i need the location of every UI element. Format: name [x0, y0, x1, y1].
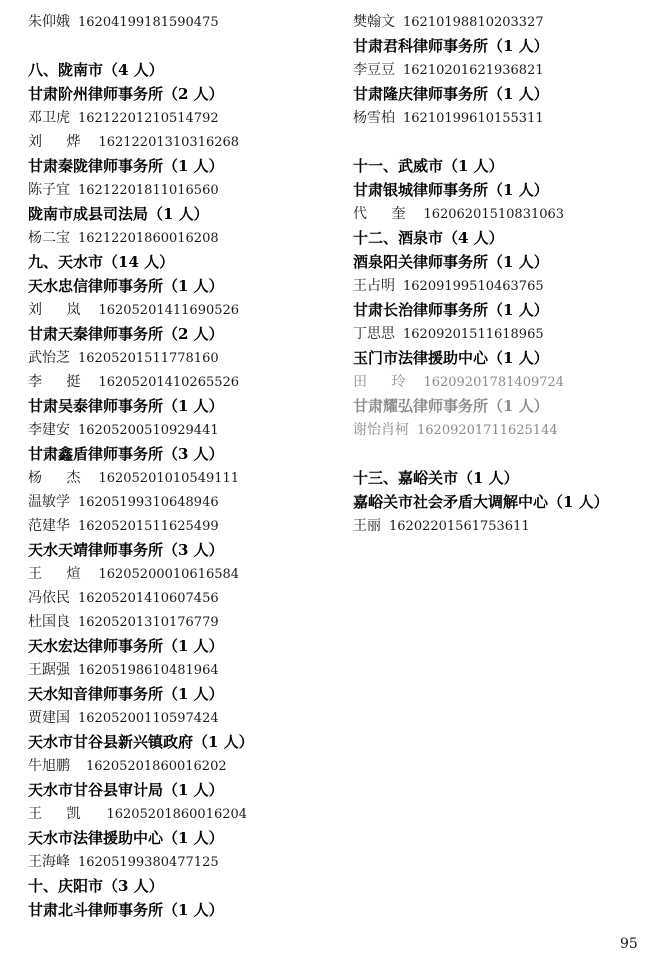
person-entry: [28, 466, 338, 490]
person-entry: [28, 130, 338, 154]
section-heading: 甘肃银城律师事务所（1 人）: [353, 181, 549, 199]
spacer: [28, 34, 338, 58]
license-number: 16205201410265526: [98, 375, 240, 390]
person-entry: [28, 610, 338, 634]
license-number: 16212201860016208: [78, 231, 219, 246]
person-entry: [28, 490, 338, 514]
license-number: 16205201860016202: [86, 759, 227, 774]
person-name: 王海峰: [28, 854, 70, 870]
section-heading: 甘肃君科律师事务所（1 人）: [353, 37, 549, 55]
license-number: 16209201511618965: [403, 327, 544, 342]
license-number: 16210199610155311: [403, 111, 544, 126]
section-heading: 甘肃耀弘律师事务所（1 人）: [353, 397, 549, 415]
person-name: 范建华: [28, 518, 70, 534]
section-heading: 十三、嘉峪关市（1 人）: [353, 469, 519, 487]
section-heading: 天水知音律师事务所（1 人）: [28, 685, 224, 703]
person-name: 武怡芝: [28, 350, 70, 366]
license-number: 16209201711625144: [417, 423, 558, 438]
license-number: 16205201310176779: [78, 615, 219, 630]
person-name: 李建安: [28, 422, 70, 438]
person-entry: [28, 298, 338, 322]
section-heading: 甘肃阶州律师事务所（2 人）: [28, 85, 224, 103]
license-number: 16205200010616584: [98, 567, 240, 582]
person-name: 王 煊: [28, 566, 91, 582]
person-entry: [353, 106, 658, 130]
page-number: 95: [620, 936, 638, 952]
section-heading: 天水宏达律师事务所（1 人）: [28, 637, 224, 655]
person-entry: [28, 562, 338, 586]
license-number: 16210198810203327: [403, 15, 544, 30]
person-name: 朱仰娥: [28, 14, 70, 30]
section-heading: 八、陇南市（4 人）: [28, 61, 164, 79]
license-number: 16210201621936821: [403, 63, 544, 78]
section-heading: 天水市甘谷县新兴镇政府（1 人）: [28, 733, 254, 751]
person-entry: [353, 418, 658, 442]
person-entry: [28, 658, 338, 682]
person-name: 刘 烨: [28, 134, 91, 150]
person-name: 王 凯: [28, 806, 91, 822]
person-name: 陈子宜: [28, 182, 70, 198]
license-number: 16212201310316268: [98, 135, 240, 150]
person-name: 贾建国: [28, 710, 70, 726]
person-name: 李 挺: [28, 374, 91, 390]
section-heading: 天水忠信律师事务所（1 人）: [28, 277, 224, 295]
person-name: 王占明: [353, 278, 395, 294]
person-name: 田 玲: [353, 374, 416, 390]
license-number: 16205199310648946: [78, 495, 219, 510]
license-number: 16204199181590475: [78, 15, 219, 30]
license-number: 16209201781409724: [423, 375, 565, 390]
section-heading: 甘肃隆庆律师事务所（1 人）: [353, 85, 549, 103]
person-name: 樊翰文: [353, 14, 395, 30]
person-entry: [353, 202, 658, 226]
person-entry: [28, 514, 338, 538]
section-heading: 十一、武威市（1 人）: [353, 157, 504, 175]
person-entry: [28, 706, 338, 730]
left-column: [28, 10, 338, 922]
section-heading: 天水天靖律师事务所（3 人）: [28, 541, 224, 559]
license-number: 16212201811016560: [78, 183, 219, 198]
section-heading: 甘肃天秦律师事务所（2 人）: [28, 325, 224, 343]
section-heading: 酒泉阳关律师事务所（1 人）: [353, 253, 549, 271]
person-entry: [28, 802, 338, 826]
person-entry: [353, 514, 658, 538]
license-number: 16205200110597424: [78, 711, 219, 726]
person-entry: [28, 106, 338, 130]
person-entry: [353, 274, 658, 298]
person-name: 李豆豆: [353, 62, 395, 78]
license-number: 16212201210514792: [78, 111, 219, 126]
license-number: 16205201410607456: [78, 591, 219, 606]
license-number: 16205201411690526: [98, 303, 240, 318]
license-number: 16205198610481964: [78, 663, 219, 678]
section-heading: 陇南市成县司法局（1 人）: [28, 205, 209, 223]
person-name: 温敏学: [28, 494, 70, 510]
section-heading: 甘肃北斗律师事务所（1 人）: [28, 901, 224, 919]
person-entry: [28, 346, 338, 370]
section-heading: 甘肃吴泰律师事务所（1 人）: [28, 397, 224, 415]
license-number: 16205201860016204: [106, 807, 248, 822]
license-number: 16209199510463765: [403, 279, 544, 294]
person-name: 谢怡肖柯: [353, 422, 409, 438]
license-number: 16206201510831063: [423, 207, 565, 222]
section-heading: 天水市法律援助中心（1 人）: [28, 829, 224, 847]
person-name: 杨雪柏: [353, 110, 395, 126]
person-name: 冯依民: [28, 590, 70, 606]
person-entry: [28, 178, 338, 202]
section-heading: 十二、酒泉市（4 人）: [353, 229, 504, 247]
person-entry: [28, 10, 338, 34]
license-number: 16205201511625499: [78, 519, 219, 534]
license-number: 16205201511778160: [78, 351, 219, 366]
person-entry: [353, 322, 658, 346]
license-number: 16202201561753611: [389, 519, 530, 534]
section-heading: 甘肃秦陇律师事务所（1 人）: [28, 157, 224, 175]
person-name: 邓卫虎: [28, 110, 70, 126]
person-name: 代 奎: [353, 206, 416, 222]
spacer: [353, 442, 658, 466]
person-entry: [28, 850, 338, 874]
person-name: 牛旭鹏: [28, 758, 70, 774]
spacer: [353, 130, 658, 154]
license-number: 16205199380477125: [78, 855, 219, 870]
person-name: 刘 岚: [28, 302, 91, 318]
person-entry: [353, 58, 658, 82]
section-heading: 甘肃鑫盾律师事务所（3 人）: [28, 445, 224, 463]
person-name: 杜国良: [28, 614, 70, 630]
person-name: 杨 杰: [28, 470, 91, 486]
license-number: 16205201010549111: [98, 471, 240, 486]
right-column: [353, 10, 658, 538]
section-heading: 九、天水市（14 人）: [28, 253, 175, 271]
person-entry: [353, 10, 658, 34]
person-name: 王踞强: [28, 662, 70, 678]
person-entry: [28, 370, 338, 394]
person-name: 杨二宝: [28, 230, 70, 246]
license-number: 16205200510929441: [78, 423, 219, 438]
person-entry: [28, 754, 338, 778]
person-name: 丁思思: [353, 326, 395, 342]
person-entry: [28, 586, 338, 610]
person-name: 王丽: [353, 518, 381, 534]
section-heading: 十、庆阳市（3 人）: [28, 877, 164, 895]
section-heading: 天水市甘谷县审计局（1 人）: [28, 781, 224, 799]
person-entry: [353, 370, 658, 394]
section-heading: 甘肃长治律师事务所（1 人）: [353, 301, 549, 319]
person-entry: [28, 226, 338, 250]
section-heading: 嘉峪关市社会矛盾大调解中心（1 人）: [353, 493, 609, 511]
section-heading: 玉门市法律援助中心（1 人）: [353, 349, 549, 367]
person-entry: [28, 418, 338, 442]
